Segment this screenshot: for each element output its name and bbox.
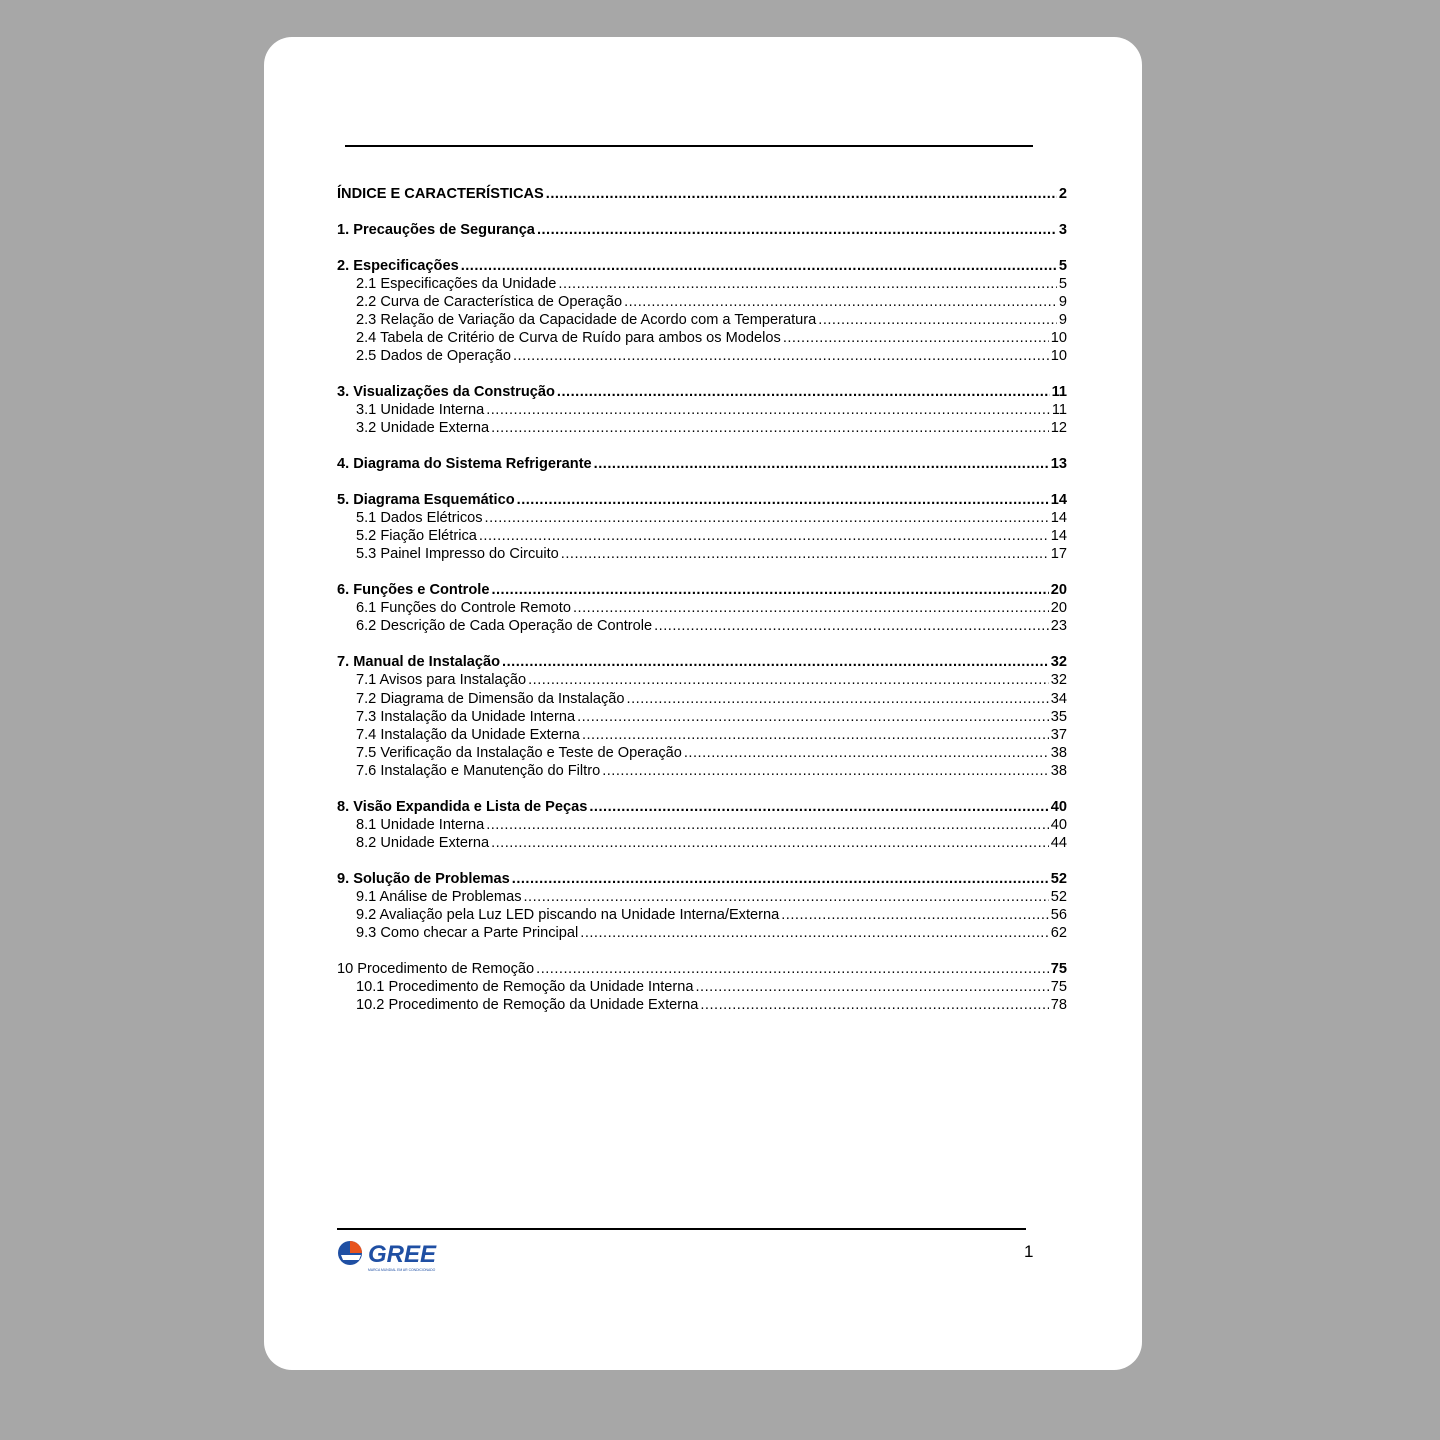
toc-entry — [337, 671, 1067, 689]
section-gap — [337, 563, 1067, 581]
toc-heading-title: 6. Funções e Controle — [337, 582, 490, 599]
dot-leader — [513, 347, 1049, 365]
dot-leader — [561, 545, 1049, 563]
toc-entry — [337, 726, 1067, 744]
toc-entry-title: 10.2 Procedimento de Remoção da Unidade Externa — [356, 997, 699, 1014]
dot-leader — [512, 870, 1049, 888]
toc-section — [337, 581, 1067, 635]
dot-leader — [700, 996, 1048, 1014]
toc-entry — [337, 708, 1067, 726]
toc-entry-page: 37 — [1050, 726, 1067, 743]
dot-leader — [696, 978, 1049, 996]
toc-entry-page: 40 — [1050, 816, 1067, 833]
toc-entry-title: 2.1 Especificações da Unidade — [356, 275, 557, 292]
toc-entry-title: 6.1 Funções do Controle Remoto — [356, 600, 571, 617]
toc-heading-page: 3 — [1058, 221, 1067, 238]
dot-leader — [536, 960, 1049, 978]
header-rule — [345, 145, 1033, 147]
toc-entry — [337, 545, 1067, 563]
toc-entry-page: 17 — [1050, 546, 1067, 563]
toc-heading-page: 5 — [1058, 257, 1067, 274]
page-number: 1 — [1024, 1242, 1034, 1261]
toc-entry — [337, 888, 1067, 906]
toc-heading — [337, 221, 1067, 239]
toc-heading — [337, 653, 1067, 671]
section-gap — [337, 636, 1067, 654]
gree-logo-tagline: MARCA MUNDIAL EM AR CONDICIONADO — [368, 1268, 436, 1272]
dot-leader — [624, 293, 1057, 311]
toc-heading-page: 13 — [1050, 456, 1067, 473]
toc-heading — [337, 257, 1067, 275]
toc-section — [337, 653, 1067, 780]
toc-entry-page: 9 — [1058, 293, 1067, 310]
dot-leader — [573, 599, 1049, 617]
toc-entry — [337, 617, 1067, 635]
toc-entry-title: 7.3 Instalação da Unidade Interna — [356, 708, 576, 725]
dot-leader — [558, 275, 1056, 293]
dot-leader — [461, 257, 1057, 275]
toc-entry — [337, 978, 1067, 996]
toc-heading — [337, 798, 1067, 816]
toc-heading — [337, 870, 1067, 888]
toc-entry — [337, 527, 1067, 545]
toc-entry-title: 8.1 Unidade Interna — [356, 816, 485, 833]
toc-heading — [337, 491, 1067, 509]
toc-entry — [337, 347, 1067, 365]
toc-entry — [337, 509, 1067, 527]
toc-entry-page: 14 — [1050, 528, 1067, 545]
toc-section — [337, 870, 1067, 942]
section-gap — [337, 203, 1067, 221]
toc-heading-title: 5. Diagrama Esquemático — [337, 492, 515, 509]
toc-entry-title: 7.1 Avisos para Instalação — [356, 672, 527, 689]
toc-entry-page: 9 — [1058, 312, 1067, 329]
toc-entry-title: 7.4 Instalação da Unidade Externa — [356, 726, 580, 743]
toc-entry-title: 7.5 Verificação da Instalação e Teste de Operação — [356, 744, 682, 761]
toc-entry-title: 9.3 Como checar a Parte Principal — [356, 925, 579, 942]
toc-entry-title: 9.1 Análise de Problemas — [356, 888, 522, 905]
dot-leader — [589, 798, 1048, 816]
toc-entry-title: 8.2 Unidade Externa — [356, 835, 490, 851]
toc-heading — [337, 581, 1067, 599]
toc-heading-page: 75 — [1050, 961, 1067, 978]
toc-entry-title: 10.1 Procedimento de Remoção da Unidade Interna — [356, 979, 694, 996]
toc-section — [337, 798, 1067, 852]
toc-entry-page: 52 — [1050, 888, 1067, 905]
dot-leader — [524, 888, 1049, 906]
section-gap — [337, 473, 1067, 491]
toc-entry-title: 5.3 Painel Impresso do Circuito — [356, 546, 559, 563]
toc-heading-title: 3. Visualizações da Construção — [337, 384, 555, 401]
toc-entry-title: 5.1 Dados Elétricos — [356, 510, 483, 527]
toc-entry — [337, 762, 1067, 780]
toc-entry-title: 2.2 Curva de Característica de Operação — [356, 293, 623, 310]
dot-leader — [491, 834, 1049, 852]
toc-entry-page: 34 — [1050, 690, 1067, 707]
toc-entry — [337, 690, 1067, 708]
toc-entry — [337, 599, 1067, 617]
toc-heading-title: 8. Visão Expandida e Lista de Peças — [337, 798, 588, 815]
toc-heading-title: 9. Solução de Problemas — [337, 870, 510, 887]
toc-heading-title: 7. Manual de Instalação — [337, 654, 501, 671]
toc-entry-title: 9.2 Avaliação pela Luz LED piscando na Unidade Interna/Externa — [356, 907, 780, 924]
dot-leader — [594, 455, 1049, 473]
dot-leader — [684, 744, 1049, 762]
toc-entry-page: 5 — [1058, 275, 1067, 292]
dot-leader — [602, 762, 1049, 780]
toc-entry-page: 20 — [1050, 600, 1067, 617]
toc-heading-title: 1. Precauções de Segurança — [337, 221, 535, 238]
toc-entry-page: 78 — [1050, 997, 1067, 1014]
toc-heading-page: 20 — [1050, 582, 1067, 599]
toc-section — [337, 185, 1067, 203]
dot-leader — [528, 671, 1049, 689]
gree-logo — [337, 1241, 453, 1273]
toc-entry-title: 7.2 Diagrama de Dimensão da Instalação — [356, 690, 625, 707]
toc-section — [337, 455, 1067, 473]
dot-leader — [557, 383, 1050, 401]
toc-entry-title: 2.3 Relação de Variação da Capacidade de Acordo com a Temperatura — [356, 312, 817, 329]
toc-heading-title: 2. Especificações — [337, 257, 459, 274]
toc-heading-page: 32 — [1050, 654, 1067, 671]
toc-entry — [337, 401, 1067, 419]
toc-heading — [337, 960, 1067, 978]
dot-leader — [537, 221, 1057, 239]
toc-entry-page: 10 — [1050, 330, 1067, 347]
dot-leader — [582, 726, 1049, 744]
toc-section — [337, 221, 1067, 239]
gree-logo-text: GREE — [368, 1241, 437, 1268]
toc-entry-page: 11 — [1051, 402, 1067, 419]
toc-heading-page: 40 — [1050, 798, 1067, 815]
toc-entry — [337, 816, 1067, 834]
toc-heading — [337, 455, 1067, 473]
dot-leader — [654, 617, 1049, 635]
dot-leader — [627, 690, 1049, 708]
section-gap — [337, 239, 1067, 257]
dot-leader — [580, 924, 1049, 942]
toc-entry-page: 38 — [1050, 744, 1067, 761]
toc-entry-page: 38 — [1050, 762, 1067, 779]
document-page — [264, 37, 1142, 1370]
dot-leader — [783, 329, 1049, 347]
dot-leader — [546, 185, 1057, 203]
section-gap — [337, 942, 1067, 960]
toc-entry-title: 3.2 Unidade Externa — [356, 420, 490, 437]
dot-leader — [781, 906, 1049, 924]
gree-logo-icon — [338, 1241, 362, 1265]
footer-rule — [337, 1228, 1026, 1230]
toc-entry — [337, 311, 1067, 329]
toc-section — [337, 491, 1067, 563]
toc-heading — [337, 185, 1067, 203]
toc-entry-page: 23 — [1050, 618, 1067, 635]
toc-heading-page: 11 — [1051, 384, 1067, 401]
toc-section — [337, 960, 1067, 1014]
toc-heading-page: 52 — [1050, 870, 1067, 887]
toc-entry-page: 62 — [1050, 925, 1067, 942]
toc-heading-page: 2 — [1058, 186, 1067, 202]
dot-leader — [577, 708, 1049, 726]
toc-entry-page: 44 — [1050, 835, 1067, 851]
section-gap — [337, 780, 1067, 798]
toc-entry-title: 7.6 Instalação e Manutenção do Filtro — [356, 762, 601, 779]
dot-leader — [486, 401, 1050, 419]
toc-entry-page: 10 — [1050, 348, 1067, 365]
toc-entry-title: 2.5 Dados de Operação — [356, 348, 511, 365]
dot-leader — [517, 491, 1049, 509]
toc-entry — [337, 744, 1067, 762]
toc-heading-page: 14 — [1050, 492, 1067, 509]
toc-entry — [337, 834, 1067, 852]
section-gap — [337, 852, 1067, 870]
dot-leader — [485, 509, 1049, 527]
dot-leader — [818, 311, 1057, 329]
toc-entry — [337, 275, 1067, 293]
table-of-contents — [337, 185, 1067, 1014]
toc-heading-title: ÍNDICE E CARACTERÍSTICAS — [337, 186, 544, 202]
toc-entry-page: 35 — [1050, 708, 1067, 725]
dot-leader — [491, 581, 1048, 599]
section-gap — [337, 365, 1067, 383]
dot-leader — [491, 419, 1049, 437]
toc-entry-title: 3.1 Unidade Interna — [356, 402, 485, 419]
toc-entry — [337, 924, 1067, 942]
toc-entry — [337, 996, 1067, 1014]
toc-heading-title: 10 Procedimento de Remoção — [337, 961, 535, 978]
toc-entry — [337, 329, 1067, 347]
dot-leader — [502, 653, 1049, 671]
toc-entry — [337, 419, 1067, 437]
toc-entry-page: 75 — [1050, 979, 1067, 996]
toc-heading — [337, 383, 1067, 401]
toc-entry-page: 32 — [1050, 672, 1067, 689]
dot-leader — [479, 527, 1049, 545]
toc-entry-page: 14 — [1050, 510, 1067, 527]
section-gap — [337, 437, 1067, 455]
toc-section — [337, 257, 1067, 366]
toc-entry-page: 12 — [1050, 420, 1067, 437]
toc-entry-title: 2.4 Tabela de Critério de Curva de Ruído para ambos os Modelos — [356, 330, 781, 347]
toc-entry-title: 5.2 Fiação Elétrica — [356, 528, 477, 545]
dot-leader — [486, 816, 1049, 834]
toc-entry — [337, 293, 1067, 311]
toc-heading-title: 4. Diagrama do Sistema Refrigerante — [337, 456, 592, 473]
toc-section — [337, 383, 1067, 437]
toc-entry-title: 6.2 Descrição de Cada Operação de Controle — [356, 618, 653, 635]
toc-entry — [337, 906, 1067, 924]
toc-entry-page: 56 — [1050, 907, 1067, 924]
